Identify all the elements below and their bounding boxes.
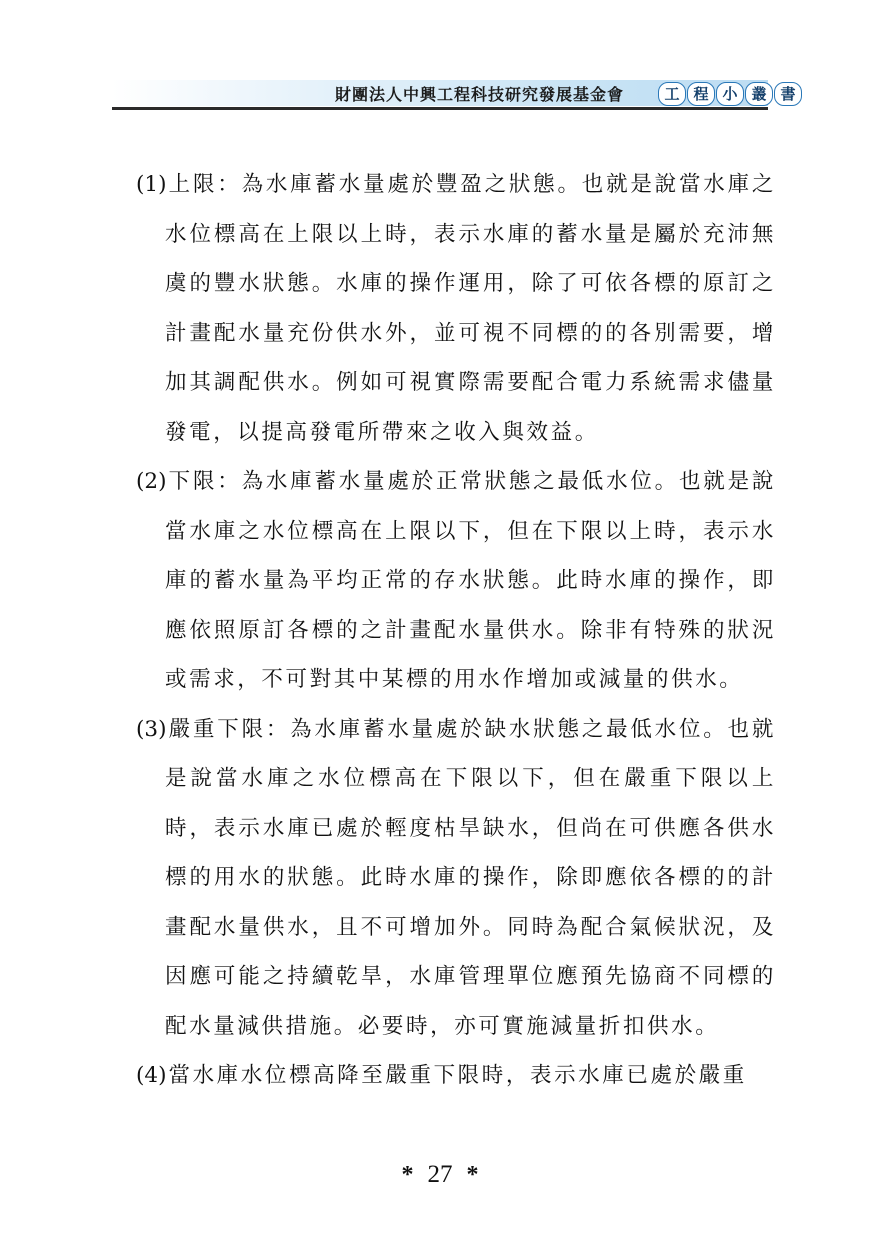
page-footer (0, 1158, 880, 1192)
list-item-number: (2) (136, 469, 167, 494)
list-item-text: 當水庫水位標高降至嚴重下限時，表示水庫已處於嚴重 (168, 1063, 747, 1088)
list-item-below-severe-limit (136, 1051, 776, 1101)
series-badge-char: 小 (716, 82, 744, 106)
list-item-text: 嚴重下限：為水庫蓄水量處於缺水狀態之最低水位。也就是說當水庫之水位標高在下限以下，但在嚴重下限以上時，表示水庫已處於輕度枯旱缺水，但尚在可供應各供水標的用水的狀態。此時水庫的操作，除即應依各標的的計畫配水量供水，且不可增加外。同時為配合氣候狀況，及因應可能之持續乾旱，水庫管理單位應預先協商不同標的配水量減供措施。必要時，亦可實施減量折扣供水。 (165, 716, 776, 1039)
footer-star-right: * (466, 1162, 479, 1188)
series-badge-char: 書 (774, 82, 802, 106)
series-title-badges (658, 82, 802, 106)
list-item-severe-lower-limit (136, 705, 776, 1052)
series-badge-char: 叢 (745, 82, 773, 106)
list-item-lower-limit (136, 457, 776, 705)
list-item-text: 下限：為水庫蓄水量處於正常狀態之最低水位。也就是說當水庫之水位標高在上限以下，但在下限以上時，表示水庫的蓄水量為平均正常的存水狀態。此時水庫的操作，即應依照原訂各標的之計畫配水量供水。除非有特殊的狀況或需求，不可對其中某標的用水作增加或減量的供水。 (165, 469, 776, 692)
series-badge-char: 程 (687, 82, 715, 106)
header-organization-name: 財團法人中興工程科技研究發展基金會 (335, 85, 625, 104)
list-item-upper-limit (136, 160, 776, 457)
footer-star-left: * (401, 1162, 414, 1188)
list-item-number: (4) (136, 1063, 167, 1088)
series-badge-char: 工 (658, 82, 686, 106)
list-item-number: (1) (136, 172, 167, 197)
body-text (136, 160, 776, 1101)
list-item-number: (3) (136, 716, 167, 742)
list-item-text: 上限：為水庫蓄水量處於豐盈之狀態。也就是說當水庫之水位標高在上限以上時，表示水庫的蓄水量是屬於充沛無虞的豐水狀態。水庫的操作運用，除了可依各標的原訂之計畫配水量充份供水外，並可視不同標的的各別需要，增加其調配供水。例如可視實際需要配合電力系統需求儘量發電，以提高發電所帶來之收入與效益。 (165, 172, 776, 445)
header-rule (112, 107, 768, 110)
page-number: 27 (427, 1161, 453, 1188)
